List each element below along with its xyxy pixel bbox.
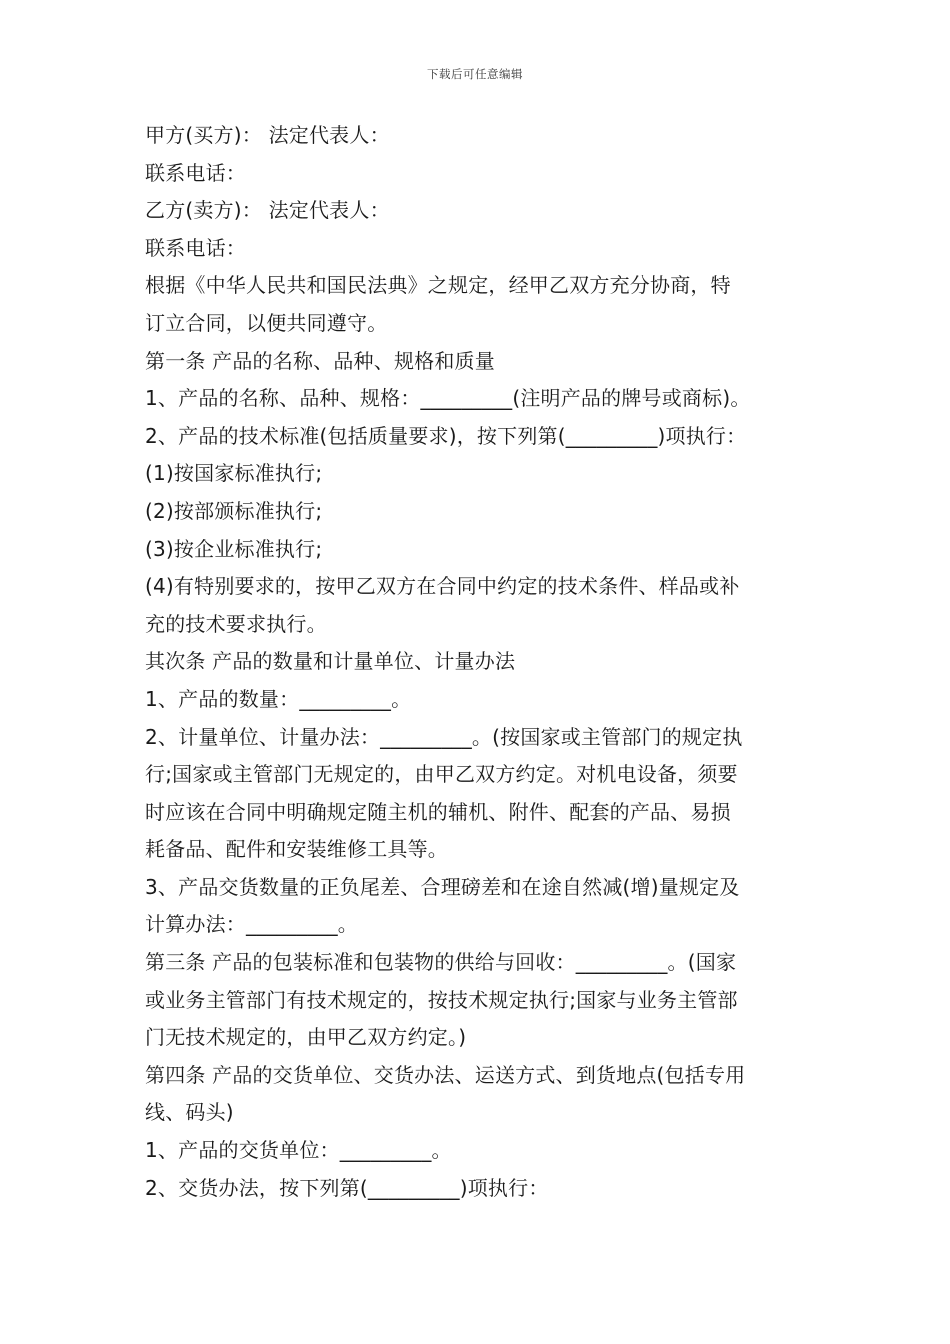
text-line: 行;国家或主管部门无规定的，由甲乙双方约定。对机电设备，须要 — [145, 762, 738, 787]
text-line: 2、产品的技术标准(包括质量要求)，按下列第(_________)项执行： — [145, 423, 747, 448]
section-heading: 其次条 产品的数量和计量单位、计量办法 — [145, 649, 516, 674]
text-line: (3)按企业标准执行; — [145, 536, 323, 561]
text-line: (2)按部颁标准执行; — [145, 498, 323, 523]
text-line: 根据《中华人民共和国民法典》之规定，经甲乙双方充分协商，特 — [145, 273, 731, 298]
text-line: 3、产品交货数量的正负尾差、合理磅差和在途自然减(增)量规定及 — [145, 874, 740, 899]
text-line: 耗备品、配件和安装维修工具等。 — [145, 837, 448, 862]
section-heading: 第三条 产品的包装标准和包装物的供给与回收：_________。(国家 — [145, 950, 737, 975]
text-line: 2、计量单位、计量办法：_________。(按国家或主管部门的规定执 — [145, 724, 743, 749]
text-line: (1)按国家标准执行; — [145, 461, 323, 486]
text-line: 1、产品的名称、品种、规格：_________(注明产品的牌号或商标)。 — [145, 386, 751, 411]
text-line: 2、交货办法，按下列第(_________)项执行： — [145, 1175, 549, 1200]
section-heading: 第一条 产品的名称、品种、规格和质量 — [145, 348, 495, 373]
text-line: 联系电话： — [145, 235, 246, 260]
text-line: 计算办法：_________。 — [145, 912, 358, 937]
text-line: 1、产品的数量：_________。 — [145, 686, 412, 711]
page-header: 下载后可任意编辑 — [427, 67, 523, 81]
text-line: 充的技术要求执行。 — [145, 611, 327, 636]
text-line: 线、码头) — [145, 1100, 234, 1125]
contract-body — [145, 117, 809, 1207]
text-line: 联系电话： — [145, 160, 246, 185]
section-heading: 第四条 产品的交货单位、交货办法、运送方式、到货地点(包括专用 — [145, 1062, 746, 1087]
text-line: 1、产品的交货单位：_________。 — [145, 1138, 452, 1163]
text-line: 订立合同，以便共同遵守。 — [145, 310, 388, 335]
text-line: 或业务主管部门有技术规定的，按技术规定执行;国家与业务主管部 — [145, 987, 738, 1012]
text-line: 乙方(卖方)： 法定代表人： — [145, 198, 390, 223]
text-line: (4)有特别要求的，按甲乙双方在合同中约定的技术条件、样品或补 — [145, 574, 740, 599]
text-line: 时应该在合同中明确规定随主机的辅机、附件、配套的产品、易损 — [145, 799, 731, 824]
text-line: 门无技术规定的，由甲乙双方约定。) — [145, 1025, 467, 1050]
text-line: 甲方(买方)： 法定代表人： — [145, 123, 390, 147]
